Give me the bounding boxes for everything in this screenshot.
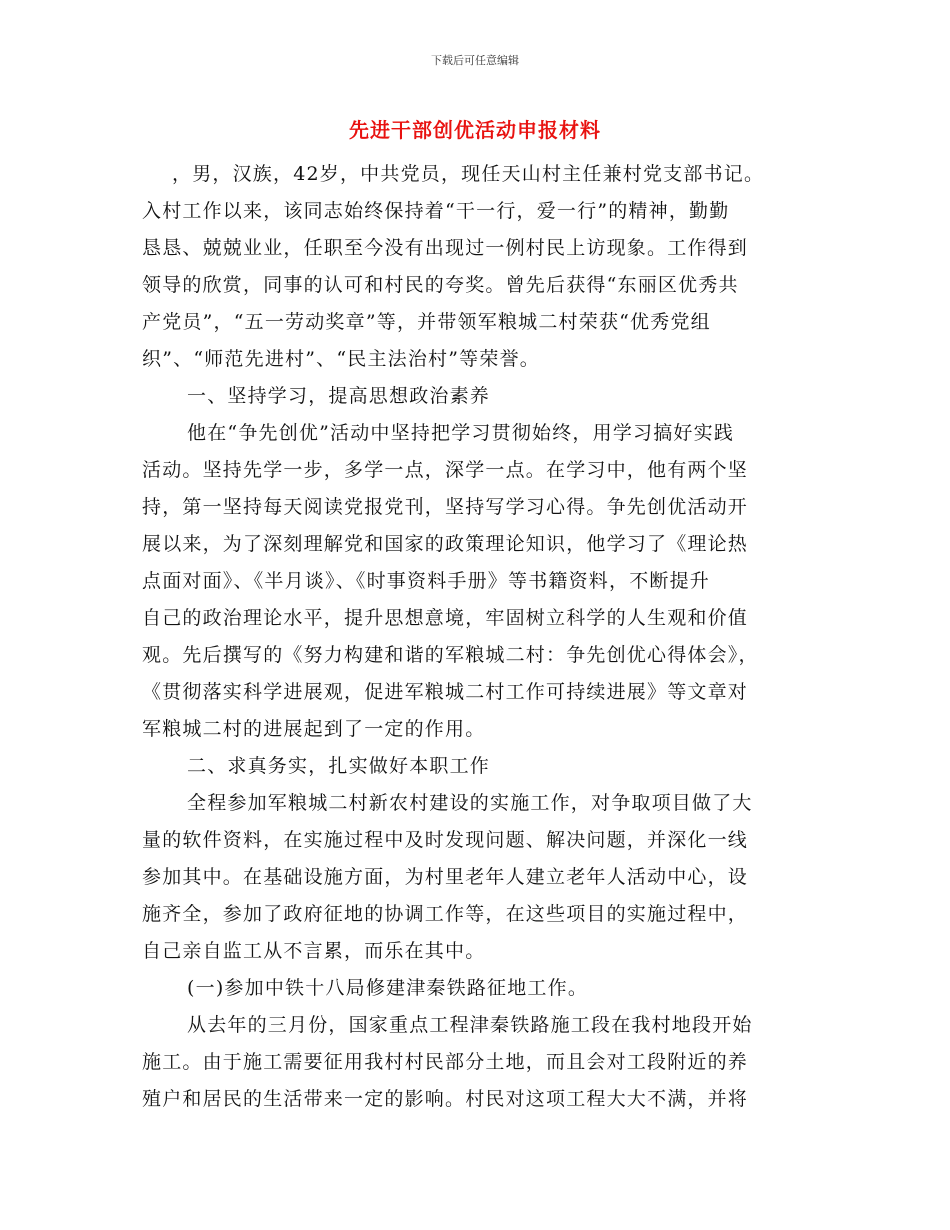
body-line: 领导的欣赏，同事的认可和村民的夸奖。曾先后获得“东丽区优秀共 (142, 274, 739, 296)
body-line: 观。先后撰写的《努力构建和谐的军粮城二村：争先创优心得体会》， (142, 644, 759, 666)
body-line: 军粮城二村的进展起到了一定的作用。 (142, 718, 486, 740)
body-line: 恳恳、兢兢业业，任职至今没有出现过一例村民上访现象。工作得到 (142, 237, 749, 259)
header-note: 下载后可任意编辑 (431, 54, 519, 67)
body-line: 参加其中。在基础设施方面，为村里老年人建立老年人活动中心，设 (142, 866, 749, 888)
section-heading: 一、坚持学习，提高思想政治素养 (187, 385, 491, 407)
body-line: 自己的政治理论水平，提升思想意境，牢固树立科学的人生观和价值 (142, 607, 749, 629)
body-line: 《贯彻落实科学进展观，促进军粮城二村工作可持续进展》等文章对 (142, 681, 749, 703)
document-title: 先进干部创优活动申报材料 (349, 118, 601, 142)
body-line: 展以来，为了深刻理解党和国家的政策理论知识，他学习了《理论热 (142, 533, 749, 555)
document-body (142, 156, 822, 1118)
body-line: 产党员”，“五一劳动奖章”等，并带领军粮城二村荣获“优秀党组 (142, 311, 711, 333)
section-heading: 二、求真务实，扎实做好本职工作 (187, 755, 491, 777)
body-line: 从去年的三月份，国家重点工程津秦铁路施工段在我村地段开始 (187, 1014, 753, 1036)
body-line: 持，第一坚持每天阅读党报党刊，坚持写学习心得。争先创优活动开 (142, 496, 749, 518)
body-line: 织”、“师范先进村”、“民主法治村”等荣誉。 (142, 348, 540, 370)
body-line: 点面对面》、《半月谈》、《时事资料手册》等书籍资料，不断提升 (142, 570, 711, 592)
body-line: 自己亲自监工从不言累，而乐在其中。 (142, 940, 486, 962)
body-line: 殖户和居民的生活带来一定的影响。村民对这项工程大大不满，并将 (142, 1088, 749, 1110)
body-line: 活动。坚持先学一步，多学一点，深学一点。在学习中，他有两个坚 (142, 459, 749, 481)
body-line: 他在“争先创优”活动中坚持把学习贯彻始终，用学习搞好实践 (187, 422, 735, 444)
body-line: 量的软件资料，在实施过程中及时发现问题、解决问题，并深化一线 (142, 829, 749, 851)
body-line: ，男，汉族，42岁，中共党员，现任天山村主任兼村党支部书记。 (172, 163, 765, 185)
body-line: 施齐全，参加了政府征地的协调工作等，在这些项目的实施过程中， (142, 903, 749, 925)
body-line: 入村工作以来，该同志始终保持着“干一行，爱一行”的精神，勤勤 (142, 200, 730, 222)
subsection-heading: (一)参加中铁十八局修建津秦铁路征地工作。 (187, 977, 589, 999)
body-line: 施工。由于施工需要征用我村村民部分土地，而且会对工段附近的养 (142, 1051, 749, 1073)
body-line: 全程参加军粮城二村新农村建设的实施工作，对争取项目做了大 (187, 792, 753, 814)
